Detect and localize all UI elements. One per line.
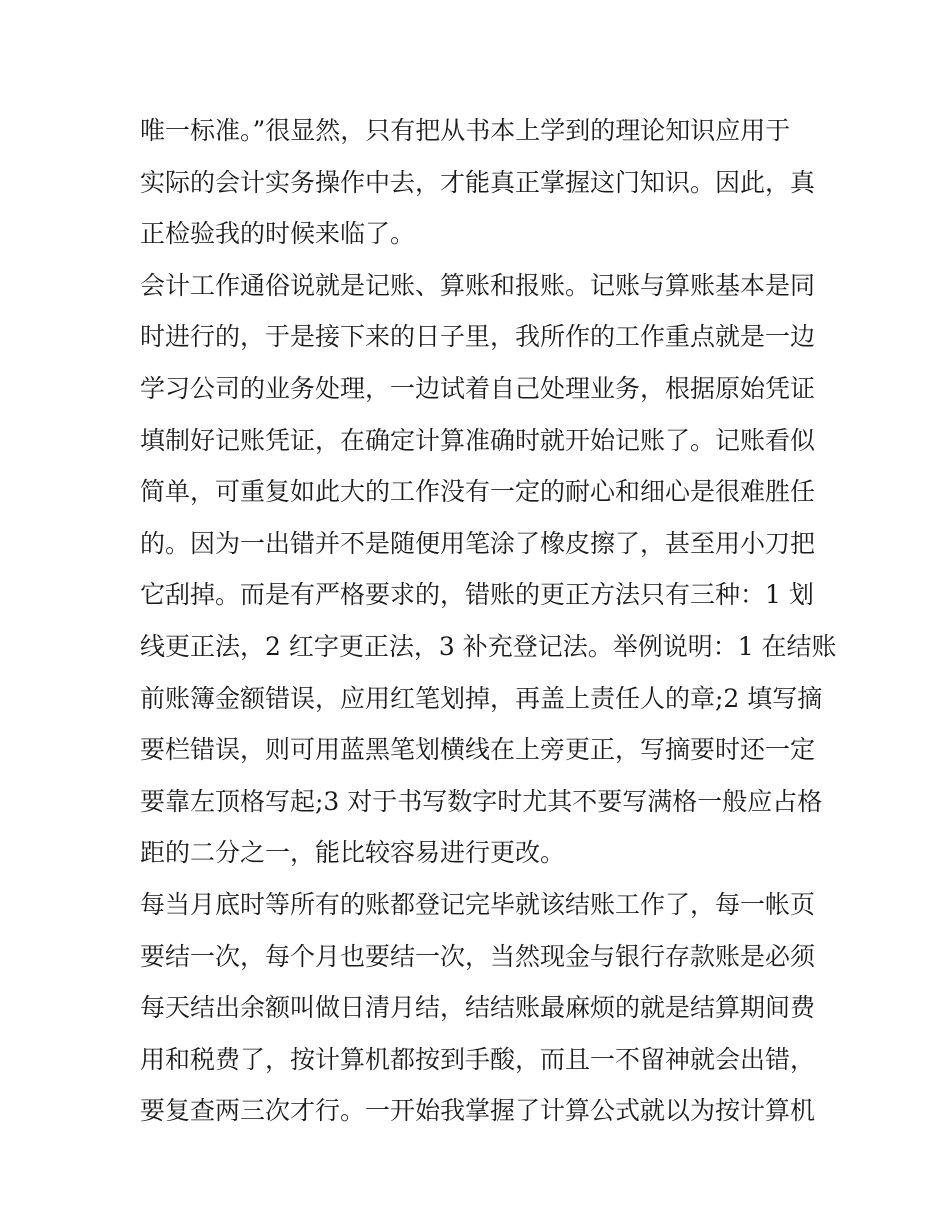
text-line: 用和税费了，按计算机都按到手酸，而且一不留神就会出错，: [140, 1044, 816, 1074]
text-line: 每当月底时等所有的账都登记完毕就该结账工作了，每一帐页: [140, 889, 816, 919]
text-line: 前账簿金额错误，应用红笔划掉，再盖上责任人的章;2 填写摘: [140, 683, 823, 713]
text-line: 要靠左顶格写起;3 对于书写数字时尤其不要写满格一般应占格: [140, 786, 823, 816]
text-line: 填制好记账凭证，在确定计算准确时就开始记账了。记账看似: [140, 425, 816, 455]
text-line: 时进行的，于是接下来的日子里，我所作的工作重点就是一边: [140, 322, 816, 352]
text-line: 距的二分之一，能比较容易进行更改。: [140, 838, 566, 868]
text-line: 正检验我的时候来临了。: [140, 219, 416, 249]
text-line: 会计工作通俗说就是记账、算账和报账。记账与算账基本是同: [140, 270, 816, 300]
text-line: 要结一次，每个月也要结一次，当然现金与银行存款账是必须: [140, 941, 816, 971]
text-line: 唯一标准。”很显然，只有把从书本上学到的理论知识应用于: [140, 116, 791, 145]
text-line: 要栏错误，则可用蓝黑笔划横线在上旁更正，写摘要时还一定: [140, 735, 816, 765]
text-line: 线更正法，2 红字更正法，3 补充登记法。举例说明：1 在结账: [140, 631, 837, 661]
text-line: 简单，可重复如此大的工作没有一定的耐心和细心是很难胜任: [140, 477, 816, 507]
text-line: 每天结出余额叫做日清月结，结结账最麻烦的就是结算期间费: [140, 993, 816, 1023]
text-line: 它刮掉。而是有严格要求的，错账的更正方法只有三种：1 划: [140, 580, 814, 610]
text-line: 实际的会计实务操作中去，才能真正掌握这门知识。因此，真: [140, 167, 816, 197]
text-line: 的。因为一出错并不是随便用笔涂了橡皮擦了，甚至用小刀把: [140, 528, 816, 558]
text-line: 学习公司的业务处理，一边试着自己处理业务，根据原始凭证: [140, 373, 816, 403]
body-text: [140, 105, 837, 1137]
text-line: 要复查两三次才行。一开始我掌握了计算公式就以为按计算机: [140, 1096, 816, 1126]
